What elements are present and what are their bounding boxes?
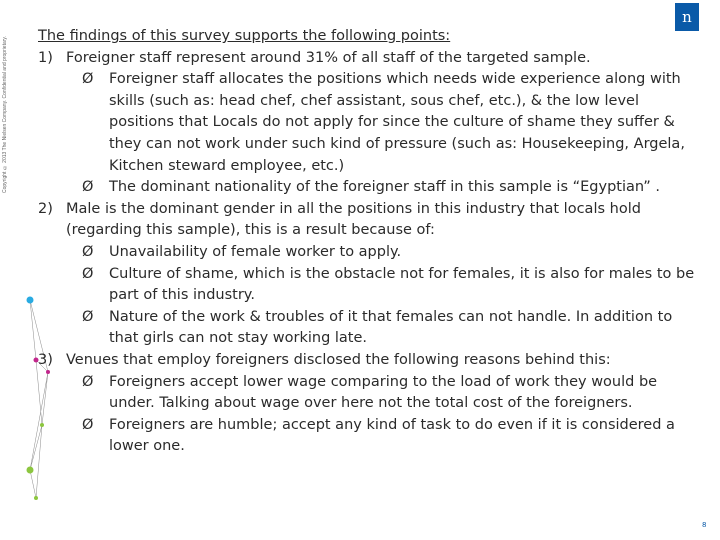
bullet-text: Foreigners are humble; accept any kind of task to do even if it is considered a lower one. (109, 416, 675, 455)
lime-node (34, 496, 38, 500)
point-line (38, 199, 698, 242)
bullet-item (73, 264, 698, 307)
point-line (38, 48, 698, 70)
arrow-bullet-icon: Ø (82, 243, 94, 260)
copyright-notice: Copyright © 2013 The Nielsen Company. Confidential and proprietary. (2, 36, 8, 193)
findings-content (38, 26, 698, 458)
arrow-bullet-icon: Ø (82, 265, 94, 282)
bullet-item (73, 307, 698, 350)
arrow-bullet-icon: Ø (82, 416, 94, 433)
bullet-text: Culture of shame, which is the obstacle not for females, it is also for males to be part of this industry. (109, 265, 695, 304)
arrow-bullet-icon: Ø (82, 71, 94, 88)
nielsen-logo: n (675, 3, 699, 31)
cyan-node (27, 297, 34, 304)
bullet-item (73, 69, 698, 177)
bullet-item (73, 242, 698, 264)
point-2 (38, 199, 698, 350)
bullet-text: Foreigners accept lower wage comparing to the load of work they would be under. Talking about wage over here not the total cost of the foreigners. (109, 373, 658, 412)
point-number: 1) (38, 49, 53, 66)
lime-node (27, 467, 34, 474)
point-text: Foreigner staff represent around 31% of all staff of the targeted sample. (66, 49, 591, 66)
point-text: Male is the dominant gender in all the positions in this industry that locals hold (regarding this sample), this is a result because of: (66, 200, 641, 239)
bullet-text: Foreigner staff allocates the positions which needs wide experience along with skills (such as: head chef, chef assistant, sous chef, etc.), & the low level positions that Locals do not apply for since the culture of shame they suffer & they can not work under such kind of pressure (such as: Housekeeping, Argela, Kitchen steward employee, etc.) (109, 71, 685, 174)
point-text: Venues that employ foreigners disclosed the following reasons behind this: (66, 351, 611, 368)
bullet-text: Unavailability of female worker to apply. (109, 243, 402, 260)
arrow-bullet-icon: Ø (82, 308, 94, 325)
arrow-bullet-icon: Ø (82, 179, 94, 196)
bullet-item (73, 415, 698, 458)
bullet-text: Nature of the work & troubles of it that females can not handle. In addition to that girls can not stay working late. (109, 308, 673, 347)
bullet-text: The dominant nationality of the foreigner staff in this sample is “Egyptian” . (109, 179, 661, 196)
bullet-item (73, 177, 698, 199)
point-number: 3) (38, 351, 53, 368)
point-1 (38, 48, 698, 199)
arrow-bullet-icon: Ø (82, 373, 94, 390)
point-number: 2) (38, 200, 53, 217)
page-title: The findings of this survey supports the following points: (38, 28, 451, 44)
bullet-item (73, 372, 698, 415)
page-number: 8 (702, 521, 707, 529)
point-line (38, 350, 698, 372)
point-3 (38, 350, 698, 458)
